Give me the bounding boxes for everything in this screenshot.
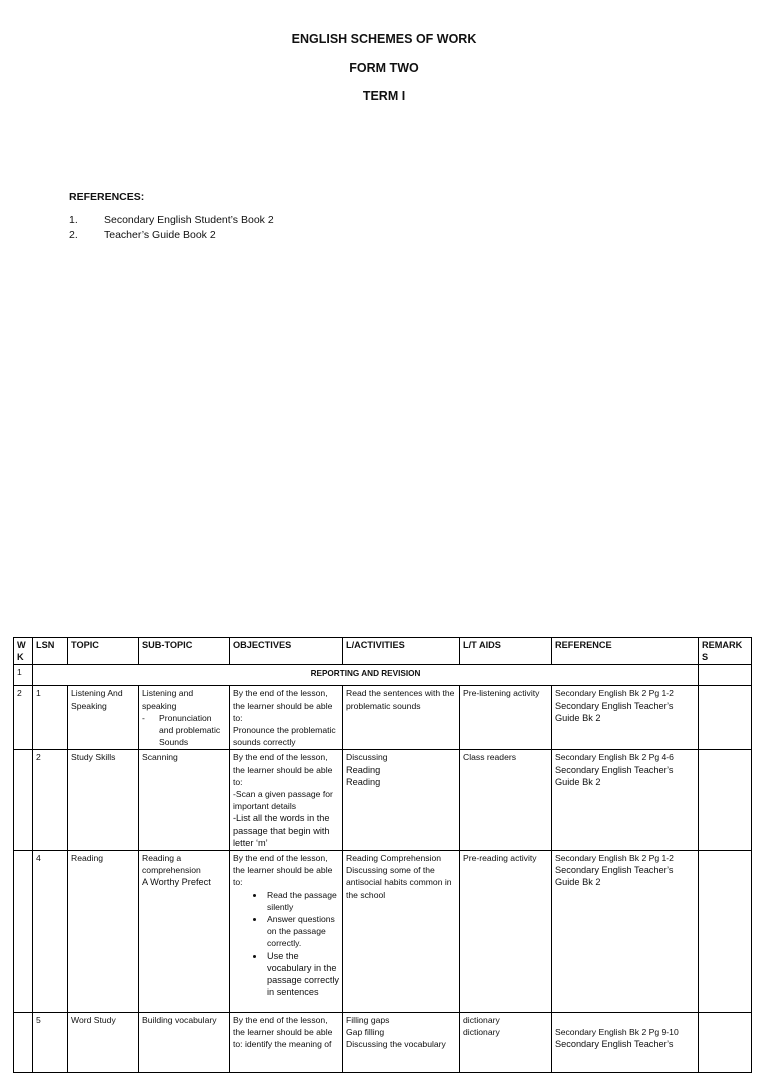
subtopic-cell: Building vocabulary — [139, 1013, 230, 1073]
objectives-text: -List all the words in the passage that begin with letter ‘m’ — [233, 813, 330, 848]
reference-cell — [552, 750, 699, 851]
col-header-activities: L/ACTIVITIES — [343, 638, 460, 665]
reference-item — [69, 229, 274, 244]
document-title: ENGLISH SCHEMES OF WORK — [291, 32, 477, 46]
lesson-cell: 5 — [33, 1013, 68, 1073]
topic-cell: Reading — [68, 851, 139, 1013]
reference-line: Secondary English Bk 2 Pg 1-2 — [555, 853, 674, 864]
objectives-cell — [230, 851, 343, 1013]
objectives-cell — [230, 750, 343, 851]
activity-line: Discussing some of the antisocial habits common in the school — [346, 865, 452, 900]
dash-marker: - — [142, 712, 145, 723]
activities-cell — [343, 750, 460, 851]
table-row — [14, 851, 752, 1013]
topic-cell: Word Study — [68, 1013, 139, 1073]
objectives-intro: By the end of the lesson, the learner should be able to: — [233, 853, 333, 888]
reference-line: Secondary English Teacher’s — [555, 1039, 674, 1050]
aids-cell: Pre-listening activity — [460, 686, 552, 750]
reference-line: Secondary English Teacher’s Guide Bk 2 — [555, 865, 674, 888]
references-heading: REFERENCES: — [69, 191, 145, 203]
week-cell: 2 — [14, 686, 33, 750]
reference-line: Secondary English Teacher’s Guide Bk 2 — [555, 700, 674, 723]
objective-bullet: • Use the vocabulary in the passage correctly in sentences — [265, 950, 339, 999]
week-cell: 1 — [14, 665, 33, 686]
subtopic-cell — [139, 686, 230, 750]
references-section — [69, 191, 274, 243]
activities-cell: Read the sentences with the problematic sounds — [343, 686, 460, 750]
subtopic-cell — [139, 851, 230, 1013]
objectives-text: Pronounce the problematic sounds correctly — [233, 725, 336, 748]
col-header-objectives: OBJECTIVES — [230, 638, 343, 665]
reference-line: Secondary English Bk 2 Pg 9-10 — [555, 1027, 679, 1038]
objectives-text: -Scan a given passage for important details — [233, 789, 333, 812]
remarks-cell — [699, 665, 752, 686]
col-header-aids: L/T AIDS — [460, 638, 552, 665]
revision-label: REPORTING AND REVISION — [33, 665, 699, 686]
lesson-cell: 2 — [33, 750, 68, 851]
aids-line: dictionary — [463, 1015, 500, 1026]
objective-bullet: • Answer questions on the passage correctly. — [265, 913, 339, 950]
topic-cell: Listening And Speaking — [68, 686, 139, 750]
activities-cell — [343, 851, 460, 1013]
activity-line: Reading — [346, 776, 381, 787]
col-header-topic: TOPIC — [68, 638, 139, 665]
remarks-cell — [699, 750, 752, 851]
aids-cell: Class readers — [460, 750, 552, 851]
form-label: FORM TWO — [349, 60, 419, 75]
reference-text: Teacher’s Guide Book 2 — [104, 228, 216, 241]
objectives-list — [233, 889, 339, 999]
reference-line: Secondary English Bk 2 Pg 1-2 — [555, 688, 674, 699]
col-header-remarks: REMARKS — [699, 638, 752, 665]
activity-line: Reading — [346, 764, 381, 775]
table-row — [14, 1013, 752, 1073]
activities-cell — [343, 1013, 460, 1073]
activity-line: Discussing — [346, 752, 388, 763]
revision-row — [14, 665, 752, 686]
activity-line: Filling gaps — [346, 1015, 390, 1026]
aids-cell — [460, 1013, 552, 1073]
activity-line: Gap filling — [346, 1027, 385, 1038]
table-row — [14, 750, 752, 851]
objectives-cell — [230, 686, 343, 750]
topic-cell: Study Skills — [68, 750, 139, 851]
activity-line: Discussing the vocabulary — [346, 1039, 446, 1050]
reference-item — [69, 214, 274, 229]
week-cell — [14, 851, 33, 1013]
week-cell — [14, 1013, 33, 1073]
objectives-intro: By the end of the lesson, the learner should be able to: — [233, 752, 333, 787]
subtopic-text: Listening and speaking — [142, 688, 194, 711]
week-cell — [14, 750, 33, 851]
aids-line: dictionary — [463, 1027, 500, 1038]
subtopic-text: A Worthy Prefect — [142, 877, 211, 888]
subtopic-cell: Scanning — [139, 750, 230, 851]
col-header-reference: REFERENCE — [552, 638, 699, 665]
reference-line: Secondary English Teacher’s Guide Bk 2 — [555, 764, 674, 787]
remarks-cell — [699, 686, 752, 750]
subtopic-item-text: Pronunciation and problematic Sounds — [159, 712, 221, 748]
col-header-wk: W K — [14, 638, 33, 665]
reference-cell — [552, 686, 699, 750]
reference-cell — [552, 851, 699, 1013]
subtopic-list-item — [142, 712, 226, 749]
term-label: TERM I — [362, 89, 406, 103]
remarks-cell — [699, 1013, 752, 1073]
objective-bullet: • Read the passage silently — [265, 889, 339, 913]
aids-cell: Pre-reading activity — [460, 851, 552, 1013]
objectives-cell: By the end of the lesson, the learner should be able to: identify the meaning of — [230, 1013, 343, 1073]
schemes-of-work-table — [13, 637, 752, 1073]
objectives-intro: By the end of the lesson, the learner should be able to: — [233, 688, 333, 723]
lesson-cell: 1 — [33, 686, 68, 750]
col-header-subtopic: SUB-TOPIC — [139, 638, 230, 665]
table-row — [14, 686, 752, 750]
remarks-cell — [699, 851, 752, 1013]
lesson-cell: 4 — [33, 851, 68, 1013]
reference-cell — [552, 1013, 699, 1073]
table-header-row — [14, 638, 752, 665]
subtopic-text: Reading a comprehension — [142, 853, 201, 876]
reference-text: Secondary English Student’s Book 2 — [104, 214, 274, 226]
activity-line: Reading Comprehension — [346, 853, 442, 864]
col-header-lsn: LSN — [33, 638, 68, 665]
reference-line: Secondary English Bk 2 Pg 4-6 — [555, 752, 674, 763]
document-header — [0, 32, 768, 118]
reference-number: 2. — [69, 228, 78, 241]
reference-number: 1. — [69, 214, 78, 226]
